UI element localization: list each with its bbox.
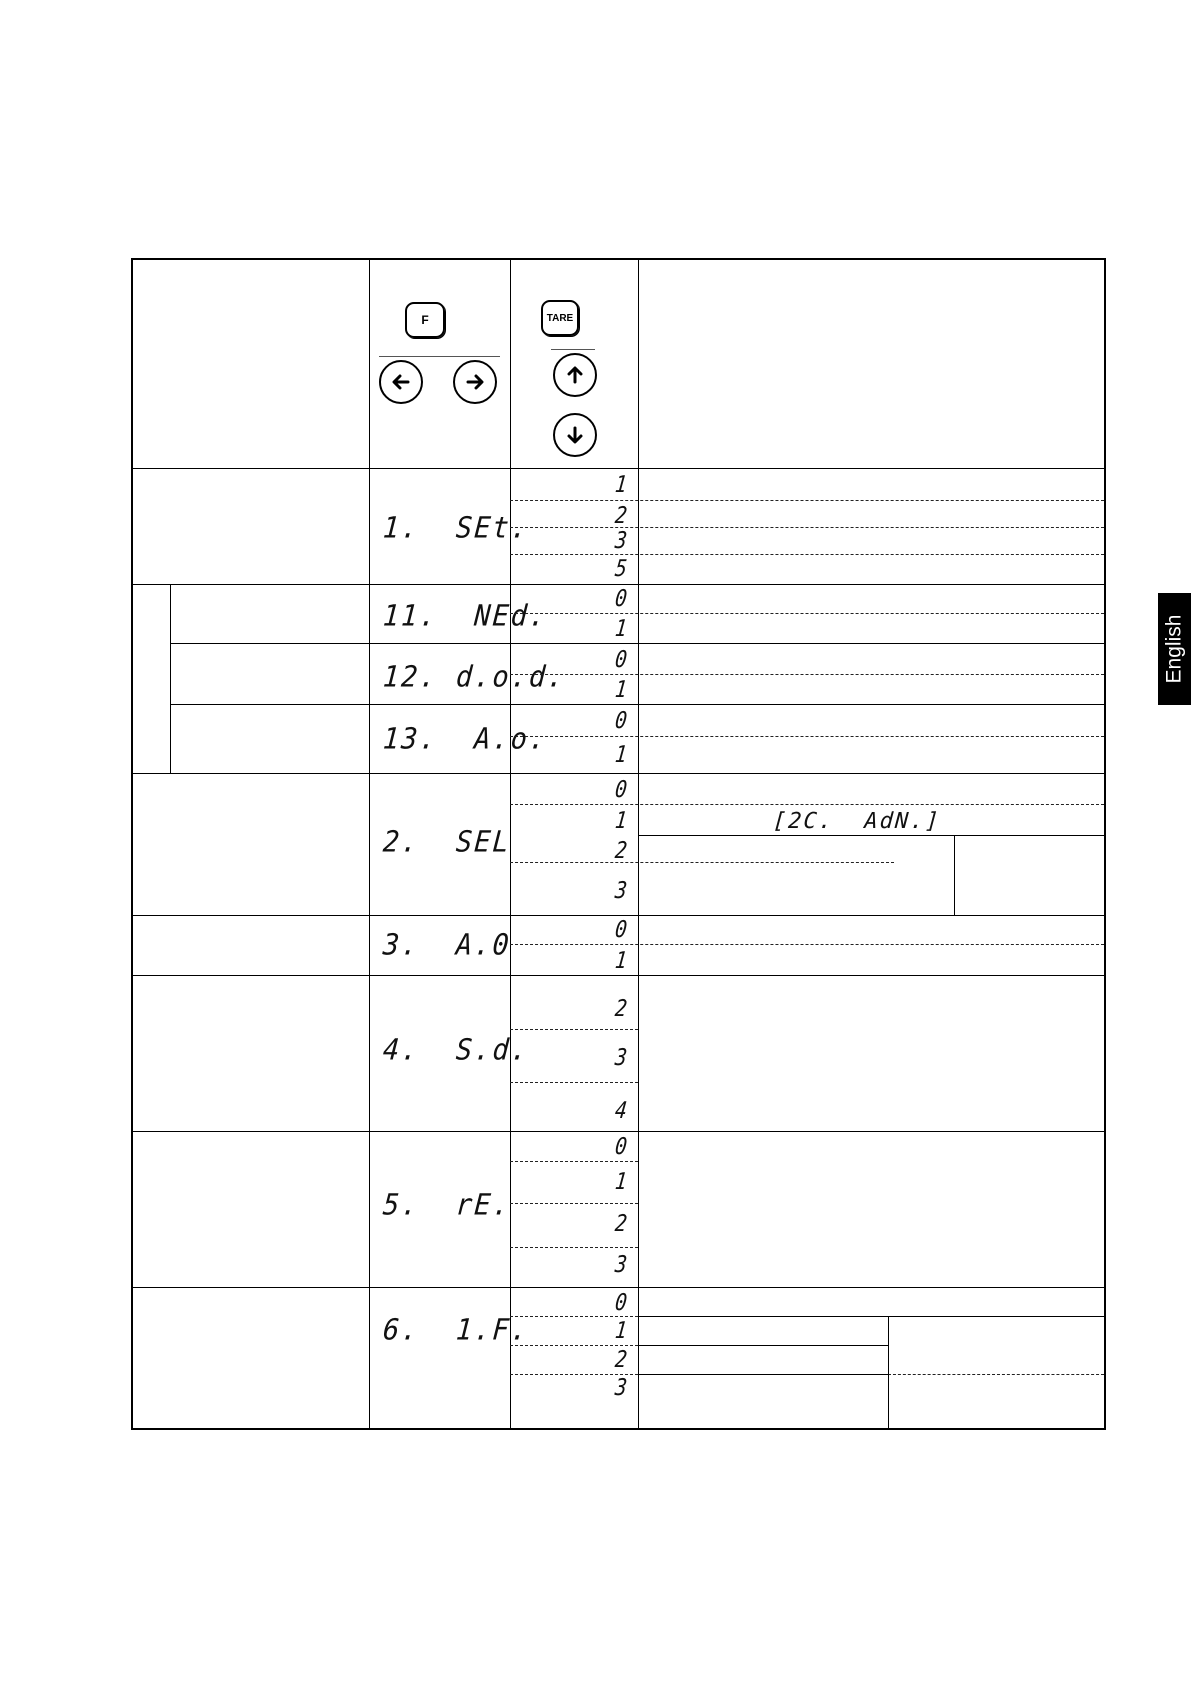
option-value: 3	[613, 1252, 629, 1278]
option-divider	[510, 527, 1104, 528]
row-divider	[133, 915, 1104, 916]
arrow-down-icon[interactable]	[553, 413, 597, 457]
menu-code-dod: 12. d.o.d.	[381, 660, 567, 695]
option-value: 1	[613, 808, 629, 834]
option-value: 5	[613, 556, 629, 582]
option-divider	[510, 1161, 638, 1162]
tare-key[interactable]	[541, 300, 579, 336]
option-divider	[510, 1203, 638, 1204]
header-underline	[379, 356, 500, 357]
option-divider	[510, 674, 1104, 675]
option-divider	[510, 1345, 638, 1346]
menu-code-re: 5. rE.	[381, 1188, 512, 1223]
option-divider	[510, 554, 1104, 555]
arrow-left-icon[interactable]	[379, 360, 423, 404]
option-value: 3	[613, 1045, 629, 1071]
option-divider	[510, 1247, 638, 1248]
option-divider	[510, 1029, 638, 1030]
menu-code-if: 6. 1.F.	[381, 1313, 531, 1348]
option-value: 3	[613, 528, 629, 554]
row-divider	[638, 1374, 888, 1375]
option-divider	[510, 736, 1104, 737]
tare-key-label: TARE	[546, 312, 574, 324]
option-value: 0	[613, 708, 629, 734]
submenu-indent-line	[170, 584, 171, 773]
option-value: 2	[613, 1347, 629, 1373]
option-value: 2	[613, 1211, 629, 1237]
option-value: 4	[613, 1098, 629, 1124]
option-value: 1	[613, 1318, 629, 1344]
row-divider	[133, 975, 1104, 976]
option-divider	[510, 1082, 638, 1083]
option-divider	[510, 500, 1104, 501]
cell-divider	[888, 1316, 889, 1428]
language-tab-label: English	[1162, 614, 1186, 684]
option-value: 1	[613, 472, 629, 498]
row-divider	[133, 1131, 1104, 1132]
row-divider	[133, 584, 1104, 585]
option-value: 3	[613, 1375, 629, 1401]
option-value: 3	[613, 878, 629, 904]
option-value: 1	[613, 616, 629, 642]
menu-code-sd: 4. S.d.	[381, 1033, 531, 1068]
option-divider	[510, 944, 1104, 945]
option-value: 0	[613, 1290, 629, 1316]
row-divider	[133, 468, 1104, 469]
option-divider	[510, 613, 1104, 614]
cell-divider	[954, 835, 955, 915]
row-divider	[170, 704, 1104, 705]
row-divider	[133, 773, 1104, 774]
language-tab	[1158, 593, 1191, 705]
menu-code-ao: 3. A.0	[381, 928, 512, 963]
arrow-up-icon[interactable]	[553, 353, 597, 397]
option-value: 1	[613, 948, 629, 974]
option-value: 2	[613, 838, 629, 864]
f-key[interactable]	[405, 302, 445, 338]
header-underline	[551, 349, 595, 350]
row-divider	[638, 1345, 888, 1346]
row-divider	[638, 835, 1104, 836]
option-divider	[510, 804, 1104, 805]
f-key-label: F	[421, 313, 429, 327]
option-divider	[510, 1316, 638, 1317]
sel-bracket-code: [2C. AdN.]	[772, 809, 942, 834]
menu-code-ao-sub: 13. A.o.	[381, 722, 549, 757]
menu-code-sel: 2. SEL	[381, 825, 512, 860]
row-divider	[638, 1316, 1104, 1317]
menu-table	[131, 258, 1106, 1430]
option-value: 2	[613, 503, 629, 529]
menu-code-set: 1. SEt.	[381, 511, 531, 546]
option-value: 1	[613, 677, 629, 703]
option-value: 1	[613, 742, 629, 768]
option-divider	[888, 1374, 1104, 1375]
row-divider	[133, 1287, 1104, 1288]
arrow-right-icon[interactable]	[453, 360, 497, 404]
col-divider-1	[369, 260, 370, 1428]
option-value: 2	[613, 996, 629, 1022]
option-divider	[510, 862, 894, 863]
col-divider-3	[638, 260, 639, 1428]
option-value: 0	[613, 586, 629, 612]
option-value: 1	[613, 1169, 629, 1195]
option-value: 0	[613, 777, 629, 803]
menu-code-med: 11. NEd.	[381, 599, 549, 634]
option-value: 0	[613, 1134, 629, 1160]
option-value: 0	[613, 917, 629, 943]
row-divider	[170, 643, 1104, 644]
option-value: 0	[613, 647, 629, 673]
